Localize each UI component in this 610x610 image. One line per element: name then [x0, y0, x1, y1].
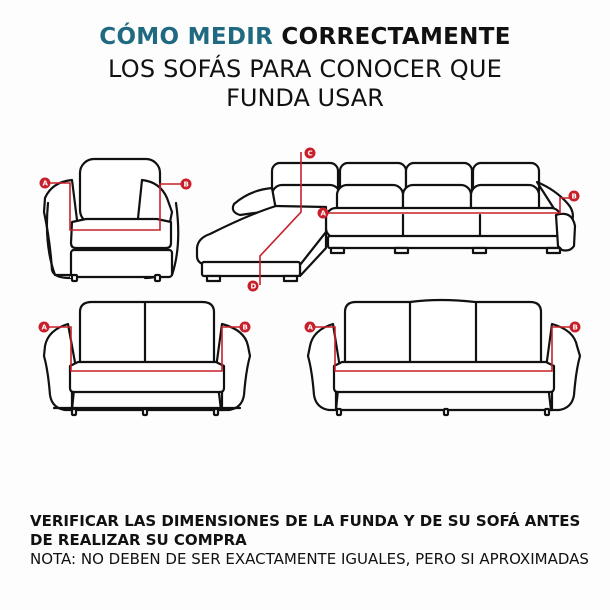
subtitle-line-1: LOS SOFÁS PARA CONOCER QUE [108, 55, 502, 83]
marker-a-sectional [318, 208, 329, 219]
marker-b-armchair [181, 179, 192, 190]
sectional-diagram [197, 163, 575, 281]
svg-text:B: B [571, 192, 577, 201]
warning-text: VERIFICAR LAS DIMENSIONES DE LA FUNDA Y DE SU SOFÁ ANTES DE REALIZAR SU COMPRA [30, 512, 581, 549]
marker-b-three-seater [570, 322, 581, 333]
marker-b-loveseat [240, 322, 251, 333]
marker-a-loveseat [39, 322, 50, 333]
svg-text:B: B [242, 323, 248, 332]
svg-text:B: B [183, 180, 189, 189]
note-text: NOTA: NO DEBEN DE SER EXACTAMENTE IGUALES, PERO SI APROXIMADAS [30, 550, 589, 568]
armchair-diagram [44, 159, 178, 281]
marker-b-sectional [569, 191, 580, 202]
marker-d-sectional [248, 281, 259, 292]
svg-text:A: A [320, 209, 326, 218]
svg-text:C: C [307, 149, 313, 158]
three-seater-diagram [308, 300, 580, 415]
marker-c-sectional [305, 148, 316, 159]
svg-text:D: D [250, 282, 257, 291]
svg-text:B: B [572, 323, 578, 332]
svg-text:A: A [42, 179, 48, 188]
svg-text:A: A [41, 323, 47, 332]
title-accent: CÓMO MEDIR [99, 24, 274, 50]
marker-a-armchair [40, 178, 51, 189]
title-rest: CORRECTAMENTE [281, 24, 511, 50]
marker-a-three-seater [305, 322, 316, 333]
subtitle-line-2: FUNDA USAR [226, 84, 384, 112]
svg-text:A: A [307, 323, 313, 332]
loveseat-diagram [41, 302, 250, 415]
